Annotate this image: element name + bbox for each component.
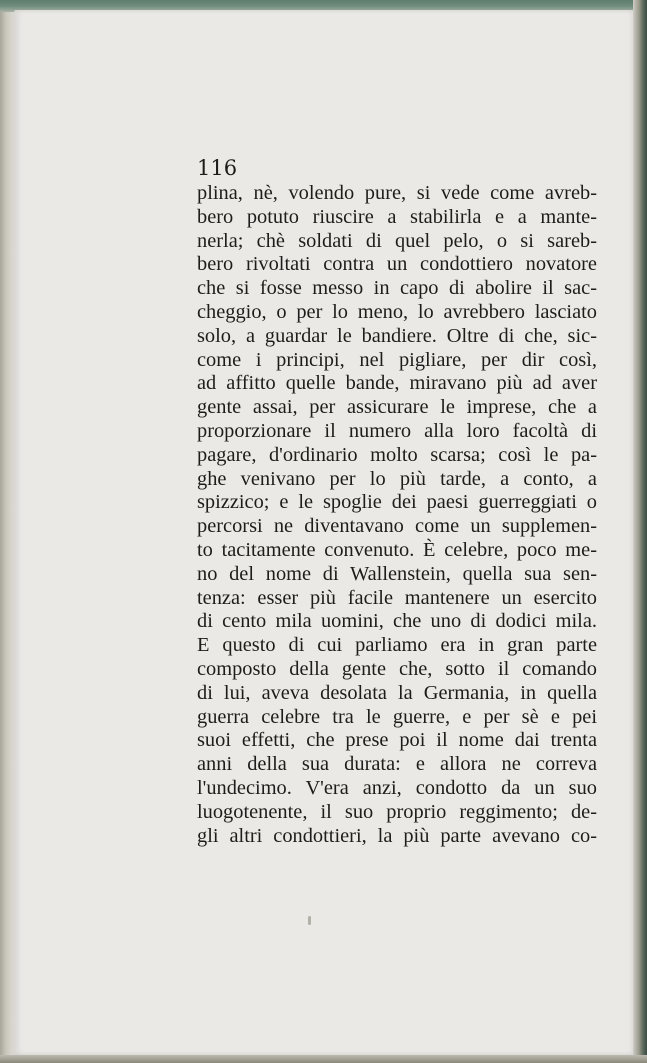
text-line: tenza: esser più facile mantenere un esercito: [197, 586, 597, 609]
text-line: bero rivoltati contra un condottiero novatore: [197, 253, 597, 276]
text-line: come i principi, nel pigliare, per dir così,: [197, 348, 597, 371]
text-line: gli altri condottieri, la più parte avevano co-: [197, 824, 597, 847]
text-line: solo, a guardar le bandiere. Oltre di che, sic-: [197, 324, 597, 347]
text-line: l'undecimo. V'era anzi, condotto da un suo: [197, 776, 597, 799]
cover-edge-bottom: [0, 1055, 647, 1063]
text-line: nerla; chè soldati di quel pelo, o si sareb-: [197, 229, 597, 252]
page-number: 116: [197, 156, 238, 180]
paper-speck: [308, 916, 311, 925]
text-line: che si fosse messo in capo di abolire il sac-: [197, 277, 597, 300]
text-line: to tacitamente convenuto. È celebre, poco me-: [197, 538, 597, 561]
text-line: bero potuto riuscire a stabilirla e a mante-: [197, 205, 597, 228]
text-line: anni della sua durata: e allora ne correva: [197, 753, 597, 776]
book-page: [14, 10, 634, 1055]
text-line: guerra celebre tra le guerre, e per sè e pei: [197, 705, 597, 728]
text-line: composto della gente che, sotto il comando: [197, 657, 597, 680]
text-line: percorsi ne diventavano come un supplemen-: [197, 515, 597, 538]
text-line: spizzico; e le spoglie dei paesi guerreggiati o: [197, 491, 597, 514]
text-line: luogotenente, il suo proprio reggimento; de-: [197, 800, 597, 823]
text-line: cheggio, o per lo meno, lo avrebbero lasciato: [197, 300, 597, 323]
text-line: suoi effetti, che prese poi il nome dai trenta: [197, 729, 597, 752]
text-line: di cento mila uomini, che uno di dodici mila.: [197, 610, 597, 633]
cover-edge-right: [633, 0, 647, 1063]
text-line: gente assai, per assicurare le imprese, che a: [197, 396, 597, 419]
text-line: ad affitto quelle bande, miravano più ad aver: [197, 372, 597, 395]
text-line: plina, nè, volendo pure, si vede come avreb-: [197, 182, 597, 204]
text-line: proporzionare il numero alla loro facoltà di: [197, 419, 597, 442]
text-line: no del nome di Wallenstein, quella sua sen-: [197, 562, 597, 585]
text-line: di lui, aveva desolata la Germania, in quella: [197, 681, 597, 704]
text-line: ghe venivano per lo più tarde, a conto, a: [197, 467, 597, 490]
text-line: pagare, d'ordinario molto scarsa; così le pa-: [197, 443, 597, 466]
body-text: [197, 182, 597, 848]
text-line: E questo di cui parliamo era in gran parte: [197, 634, 597, 657]
